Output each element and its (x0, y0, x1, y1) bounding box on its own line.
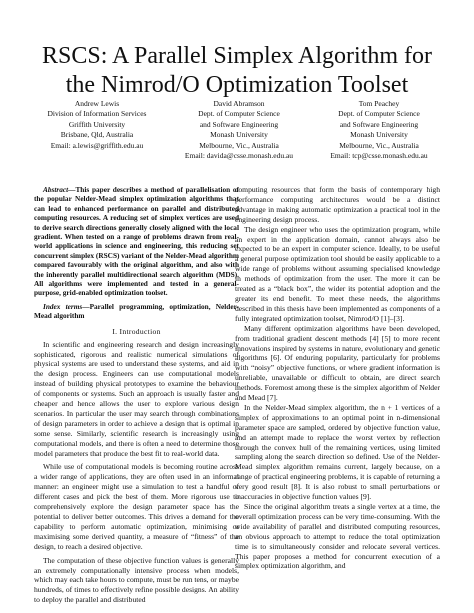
paragraph: The computation of these objective function values is generally an extremely computationally intensive process when models, which may each take hours to compute, must be run tens, or maybe hundreds, of times to effectively refine possible designs. An ability to deploy the parallel and distributed (34, 555, 239, 605)
abstract-lead: Abstract (43, 185, 69, 194)
author-org2: Monash University (350, 130, 408, 140)
abstract (34, 185, 239, 298)
index-terms-text: —Parallel programming, optimization, Nelder-Mead algorithm (34, 301, 239, 321)
index-terms-lead: Index terms (43, 301, 83, 311)
author-email: Email: tcp@csse.monash.edu.au (330, 151, 428, 161)
index-terms (34, 302, 239, 321)
paragraph: The design engineer who uses the optimization program, while an expert in the application domain, cannot always also be expected to be an expert in computer science. Ideally, to be useful a general purpose optimization tool should be easily applicable to a wide range of problems without assuming specialised knowledge in methods of optimization from the user. The more it can be treated as a “black box”, the wider its potential adoption and the greater its end benefit. To meet these needs, the algorithms described in this thesis have been implemented as components of a fully integrated optimization toolset, Nimrod/O [1]–[3]. (235, 224, 440, 323)
paragraph: Many different optimization algorithms have been developed, from traditional gradient descent methods [4] [5] to more recent innovations inspired by systems in nature, evolutionary and genetic algorithms [6]. Of enduring popularity, particularly for problems with “noisy” objective functions, or where gradient information is unreliable, unavailable or difficult to obtain, are direct search methods. Foremost among these is the simplex algorithm of Nelder and Mead [7]. (235, 323, 440, 403)
left-column (34, 185, 239, 605)
author-1 (27, 99, 167, 151)
author-dept: Dept. of Computer Science (198, 109, 280, 119)
paragraph: In scientific and engineering research and design increasingly sophisticated, rigorous and realistic numerical simulations of physical systems are used to understand these systems, and aid in the design process. Engineers can use computational models instead of building physical prototypes to examine the behaviour of components or systems. Such an approach is usually faster and cheaper and hence allows the user to explore various design scenarios. In particular the user may search through combinations of design parameters in order to achieve a design that is optimal in some sense. Similarly, scientific research is increasingly using computational models, and there is often a need to determine those model parameters that produce the best fit to real-world data. (34, 339, 239, 458)
right-column (235, 185, 440, 571)
abstract-text: —This paper describes a method of parallelisation of the popular Nelder-Mead simplex optimization algorithms that can lead to enhanced performance on parallel and distributed computing resources. A reducing set of simplex vertices are used to derive search directions generally closely aligned with the local gradient. When tested on a range of problems drawn from real-world applications in science and engineering, this reducing set concurrent simplex (RSCS) variant of the Nelder-Mead algorithm compared favourably with the original algorithm, and also with the inherently parallel multidirectional search algorithm (MDS). All algorithms were implemented and tested in a general-purpose, grid-enabled optimization toolset. (34, 185, 239, 298)
author-dept: Dept. of Computer Science (338, 109, 420, 119)
author-name: David Abramson (213, 99, 265, 108)
author-email: Email: davida@csse.monash.edu.au (184, 151, 294, 161)
author-3 (309, 99, 449, 161)
paragraph: computing resources that form the basis of contemporary high performance computing architectures would be a distinct advantage in making automatic optimization a practical tool in the engineering design process. (235, 185, 440, 224)
author-location: Brisbane, Qld, Australia (60, 130, 134, 140)
author-org: and Software Engineering (199, 119, 279, 129)
section-heading-introduction: I. Introduction (112, 326, 161, 336)
author-name: Andrew Lewis (74, 99, 120, 108)
author-org: Griffith University (68, 119, 126, 129)
paragraph: In the Nelder-Mead simplex algorithm, the n + 1 vertices of a simplex of approximations to an optimal point in n-dimensional parameter space are sampled, ordered by objective function value, and an attempt made to replace the worst vertex by reflection through the convex hull of the remaining vertices, using limited sampling along the search direction so defined. Use of the Nelder-Mead simplex algorithm remains current, largely because, on a range of practical engineering problems, it is capable of returning a very good result [8]. It is also robust to small perturbations or inaccuracies in objective function values [9]. (235, 402, 440, 502)
author-2 (169, 99, 309, 161)
author-org2: Monash University (210, 130, 268, 140)
author-location: Melbourne, Vic., Australia (339, 140, 419, 150)
paragraph: While use of computational models is becoming routine across a wider range of applications, they are often used in an informal manner: an engineer might use a simulation to test a handful of different cases and pick the best of them. More rigorous use to comprehensively explore the design parameter space has the potential to deliver better outcomes. This drives a demand for the capability to perform automatic optimization, minimising or maximising some derived quantity, a measure of “fitness” of the design, to reach a desired objective. (34, 462, 239, 551)
author-dept: Division of Information Services (47, 109, 147, 119)
author-org: and Software Engineering (339, 119, 419, 129)
paragraph: Since the original algorithm treats a single vertex at a time, the overall optimization process can be very time-consuming. With the wide availability of parallel and distributed computing resources, an obvious approach to attempt to reduce the total optimization time is to simultaneously consider and relocate several vertices. This paper proposes a method for concurrent execution of a simplex optimization algorithm, and (235, 502, 440, 571)
paper-title: RSCS: A Parallel Simplex Algorithm for the Nimrod/O Optimization Toolset (41, 43, 433, 98)
author-email: Email: a.lewis@griffith.edu.au (50, 140, 144, 150)
author-location: Melbourne, Vic., Australia (199, 140, 279, 150)
author-name: Tom Peachey (358, 99, 400, 108)
